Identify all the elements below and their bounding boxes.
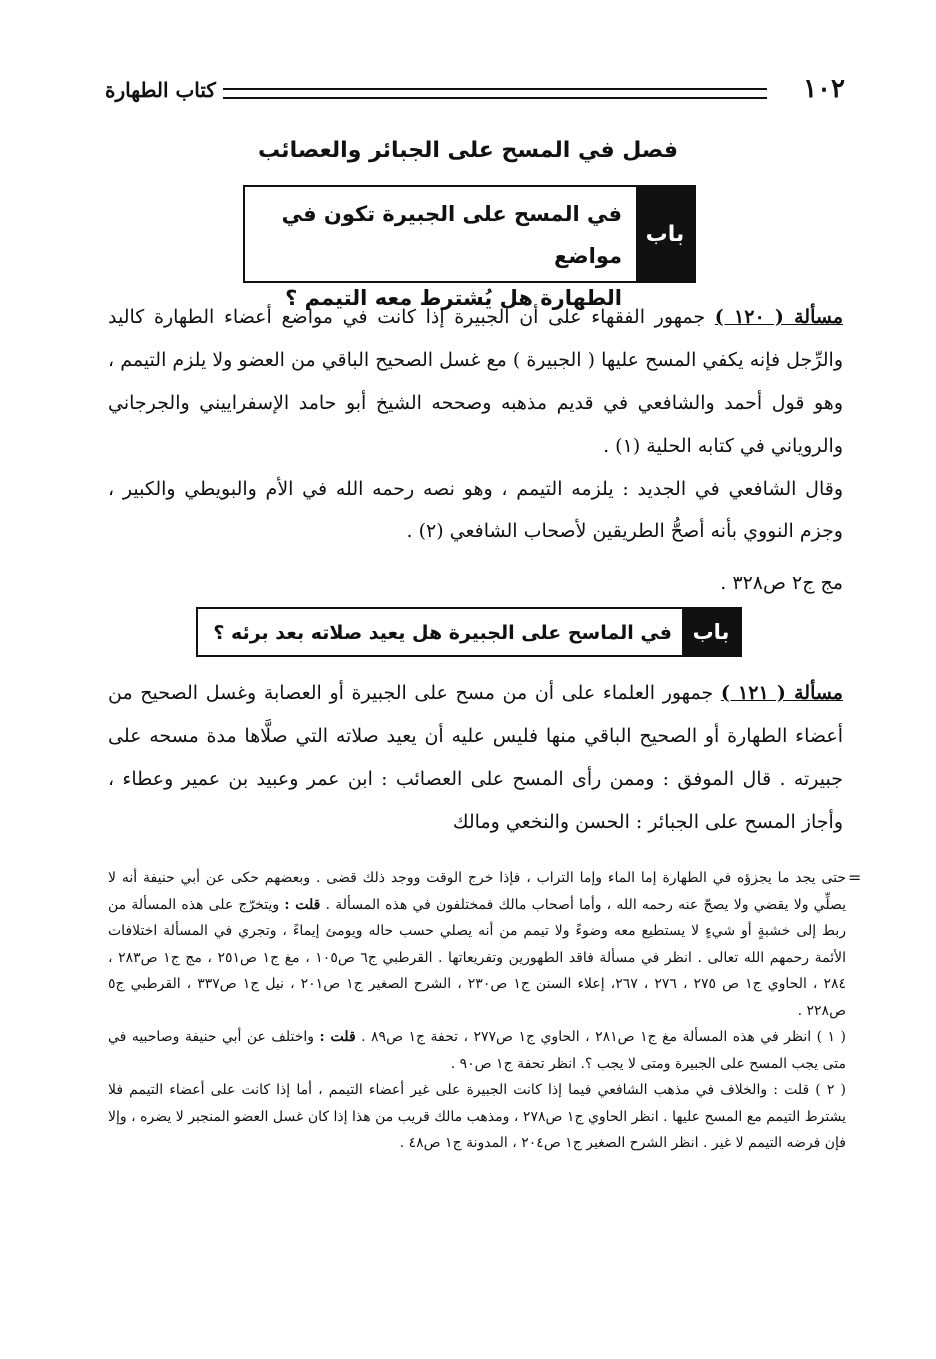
footnote-1-qult-label: قلت : bbox=[319, 1029, 356, 1045]
footnote-qult-label: قلت : bbox=[284, 896, 321, 913]
section-title: فصل في المسح على الجبائر والعصائب bbox=[258, 138, 678, 163]
footnote-continuation-mark: = bbox=[848, 868, 862, 887]
bab-tag: باب bbox=[682, 609, 740, 655]
page-number: ١٠٢ bbox=[803, 74, 845, 104]
footnote-2: ( ٢ ) قلت : والخلاف في مذهب الشافعي فيما إذا كانت الجبيرة على غير أعضاء التيمم ، أما إذا كانت على أعضاء التيمم فلا يشترط التيمم مع المسح عليها . انظر الحاوي ج١ ص٢٧٨ ، ومذهب مالك قريب من هذا إذا كان غسل العضو المنجبر لا يضره ، وإلا فإن فرضه التيمم لا غير . انظر الشرح الصغير ج١ ص٢٠٤ ، المدونة ج١ ص٤٨ . bbox=[108, 1082, 846, 1151]
footnotes bbox=[108, 865, 846, 1157]
page-header bbox=[105, 70, 845, 110]
bab-tag: باب bbox=[636, 187, 694, 281]
bab-title-1-line1: في المسح على الجبيرة تكون في مواضع bbox=[281, 202, 622, 268]
bab-title-1-line2: الطهارة هل يُشترط معه التيمم ؟ bbox=[285, 286, 622, 310]
masala-121-label: مسألة ( ١٢١ ) bbox=[720, 682, 843, 704]
masala-120-reference: مج ج٢ ص٣٢٨ . bbox=[720, 572, 843, 594]
masala-120-paragraph bbox=[108, 296, 843, 468]
masala-120-text: جمهور الفقهاء على أن الجبيرة إذا كانت في مواضع أعضاء الطهارة كاليد والرِّجل فإنه يكفي المسح عليها ( الجبيرة ) مع غسل الصحيح الباقي من العضو ولا يلزم التيمم ، وهو قول أحمد والشافعي في قديم مذهبه وصححه الشيخ أبو حامد الإسفراييني والجرجاني والروياني في كتابه الحلية (١) . bbox=[108, 306, 843, 457]
footnote-1: ( ١ ) انظر في هذه المسألة مغ ج١ ص٢٨١ ، الحاوي ج١ ص٢٧٧ ، تحفة ج١ ص٨٩ . قلت : واختلف عن أبي حنيفة وصاحبيه في متى يجب المسح على الجبيرة ومتى لا يجب ؟. انظر تحفة ج١ ص٩٠ . bbox=[108, 1029, 846, 1072]
masala-121-text: جمهور العلماء على أن من مسح على الجبيرة أو العصابة وغسل الصحيح من أعضاء الطهارة أو الصحيح الباقي منها فليس عليه أن يعيد صلاته التي صلَّاها مدة مسحه على جبيرته . قال الموفق : وممن رأى المسح على العصائب : ابن عمر وعبيد بن عمير وعطاء ، وأجاز المسح على الجبائر : الحسن والنخعي ومالك bbox=[108, 682, 843, 833]
masala-120-label: مسألة ( ١٢٠ ) bbox=[714, 306, 844, 328]
bab-title-2: في الماسح على الجبيرة هل يعيد صلاته بعد برئه ؟ bbox=[213, 622, 672, 644]
bab-heading-box-2 bbox=[196, 607, 742, 657]
bab-heading-box-1 bbox=[243, 185, 696, 310]
running-title: كتاب الطهارة bbox=[105, 78, 216, 102]
header-double-rule bbox=[223, 88, 767, 99]
masala-120-second-paragraph: وقال الشافعي في الجديد : يلزمه التيمم ، وهو نصه رحمه الله في الأم والبويطي والكبير ، وجزم النووي بأنه أصحُّ الطريقين لأصحاب الشافعي (٢) . bbox=[108, 478, 843, 542]
masala-121-paragraph bbox=[108, 672, 843, 844]
footnote-continuation: حتى يجد ما يجزؤه في الطهارة إما الماء وإما التراب ، فإذا خرج الوقت ووجد ذلك قضى . وبعضهم حكى عن أبي حنيفة أنه لا يصلِّي ولا يقضي ولا يصحّ عنه رحمه الله ، وأما أصحاب مالك فمختلفون في هذه المسألة . قلت : ويتخرّج على هذه المسألة من ربط إلى خشبةٍ أو شيءٍ لا يستطيع معه وضوءً ولا تيمم من أنه يصلي حسب حاله ويومئ إيماءً ، وتجري في المسألة اختلافات الأئمة رحمهم الله تعالى . انظر في مسألة فاقد الطهورين وتفريعاتها . القرطبي ج٦ ص١٠٥ ، مغ ج١ ص٢٥١ ، مج ج١ ص٢٨٣ ، ٢٨٤ ، الحاوي ج١ ص ٢٧٥ ، ٢٧٦ ، ٢٦٧، إعلاء السنن ج١ ص٢٣٠ ، الشرح الصغير ج١ ص٢٠١ ، نيل ج١ ص٣٣٧ ، القرطبي ج٥ ص٢٢٨ . bbox=[108, 870, 847, 1019]
